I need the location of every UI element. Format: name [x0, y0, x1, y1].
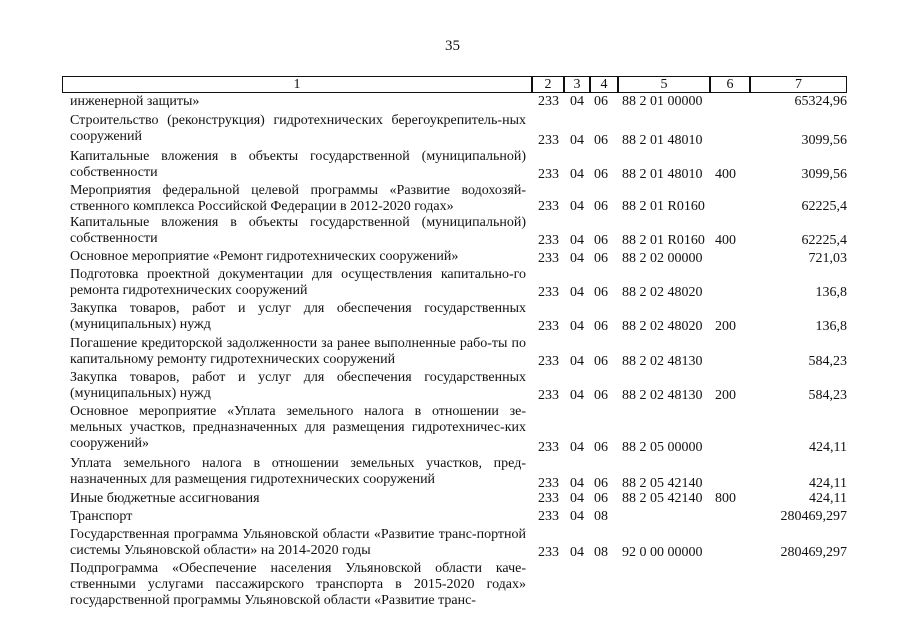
row-values	[0, 388, 905, 404]
cell-c2: 233	[538, 251, 559, 266]
cell-c7: 3099,56	[801, 133, 847, 148]
cell-c5: 92 0 00 00000	[622, 545, 703, 560]
table-row	[0, 527, 905, 561]
row-name: Подпрограмма «Обеспечение населения Ульяновской области каче-ственными услугами пассажирского транспорта в 2015-2020 годах» государственной программы Ульяновской области «Развитие транс-	[70, 561, 526, 608]
cell-c5: 88 2 01 R0160	[622, 233, 705, 248]
row-values	[0, 133, 905, 149]
cell-c6: 400	[715, 167, 736, 182]
row-values	[0, 94, 905, 110]
table-row	[0, 215, 905, 249]
header-col-4: 4	[590, 76, 618, 93]
header-col-6: 6	[710, 76, 750, 93]
cell-c2: 233	[538, 491, 559, 506]
cell-c2: 233	[538, 233, 559, 248]
header-col-1: 1	[62, 76, 532, 93]
cell-c3: 04	[570, 491, 584, 506]
row-values	[0, 354, 905, 370]
cell-c7: 584,23	[808, 388, 847, 403]
cell-c3: 04	[570, 388, 584, 403]
row-name: Уплата земельного налога в отношении земельных участков, пред-назначенных для размещения гидротехнических сооружений	[70, 456, 526, 487]
cell-c3: 04	[570, 94, 584, 109]
row-name: Капитальные вложения в объекты государственной (муниципальной) собственности	[70, 215, 526, 246]
cell-c7: 424,11	[809, 491, 847, 506]
cell-c2: 233	[538, 388, 559, 403]
cell-c5: 88 2 01 48010	[622, 167, 703, 182]
table-row	[0, 301, 905, 335]
cell-c3: 04	[570, 545, 584, 560]
cell-c4: 08	[594, 509, 608, 524]
cell-c7: 584,23	[808, 354, 847, 369]
cell-c3: 04	[570, 133, 584, 148]
row-name: Государственная программа Ульяновской области «Развитие транс-портной системы Ульяновской области» на 2014-2020 годы	[70, 527, 526, 558]
row-name: Строительство (реконструкция) гидротехнических берегоукрепитель-ных сооружений	[70, 113, 526, 144]
cell-c2: 233	[538, 285, 559, 300]
cell-c5: 88 2 02 48130	[622, 354, 703, 369]
cell-c4: 06	[594, 251, 608, 266]
cell-c3: 04	[570, 167, 584, 182]
cell-c7: 3099,56	[801, 167, 847, 182]
cell-c4: 06	[594, 319, 608, 334]
cell-c3: 04	[570, 476, 584, 491]
cell-c4: 06	[594, 491, 608, 506]
cell-c7: 62225,4	[801, 233, 847, 248]
cell-c4: 08	[594, 545, 608, 560]
cell-c2: 233	[538, 199, 559, 214]
cell-c4: 06	[594, 476, 608, 491]
cell-c2: 233	[538, 319, 559, 334]
table-row	[0, 561, 905, 617]
header-col-2: 2	[532, 76, 564, 93]
row-name: Иные бюджетные ассигнования	[70, 491, 260, 506]
cell-c5: 88 2 02 00000	[622, 251, 703, 266]
row-values	[0, 491, 905, 507]
cell-c5: 88 2 01 00000	[622, 94, 703, 109]
cell-c3: 04	[570, 319, 584, 334]
cell-c6: 200	[715, 388, 736, 403]
cell-c3: 04	[570, 251, 584, 266]
table-row	[0, 183, 905, 215]
row-values	[0, 476, 905, 492]
cell-c2: 233	[538, 476, 559, 491]
cell-c2: 233	[538, 509, 559, 524]
cell-c7: 136,8	[815, 319, 847, 334]
table-row	[0, 249, 905, 267]
cell-c7: 280469,297	[780, 545, 847, 560]
cell-c6: 400	[715, 233, 736, 248]
row-values	[0, 440, 905, 456]
cell-c4: 06	[594, 285, 608, 300]
cell-c2: 233	[538, 545, 559, 560]
cell-c5: 88 2 05 42140	[622, 476, 703, 491]
row-name: Мероприятия федеральной целевой программы «Развитие водохозяй-ственного комплекса Российской Федерации в 2012-2020 годах»	[70, 183, 526, 214]
cell-c6: 200	[715, 319, 736, 334]
cell-c3: 04	[570, 354, 584, 369]
table-row	[0, 336, 905, 370]
table-row	[0, 113, 905, 149]
row-name: Закупка товаров, работ и услуг для обеспечения государственных (муниципальных) нужд	[70, 370, 526, 401]
row-name: инженерной защиты»	[70, 94, 200, 109]
row-values	[0, 199, 905, 215]
cell-c3: 04	[570, 199, 584, 214]
row-values	[0, 509, 905, 525]
cell-c4: 06	[594, 440, 608, 455]
row-name: Основное мероприятие «Уплата земельного налога в отношении зе-мельных участков, предназначенных для размещения гидротехничес-ких сооружений»	[70, 404, 526, 451]
row-name: Основное мероприятие «Ремонт гидротехнических сооружений»	[70, 249, 459, 264]
header-col-7: 7	[750, 76, 847, 93]
row-values	[0, 167, 905, 183]
cell-c3: 04	[570, 285, 584, 300]
row-values	[0, 545, 905, 561]
row-values	[0, 233, 905, 249]
cell-c4: 06	[594, 133, 608, 148]
row-name: Подготовка проектной документации для осуществления капитально-го ремонта гидротехнических сооружений	[70, 267, 526, 298]
row-name: Погашение кредиторской задолженности за ранее выполненные рабо-ты по капитальному ремонту гидротехнических сооружений	[70, 336, 526, 367]
table-row	[0, 509, 905, 525]
cell-c4: 06	[594, 167, 608, 182]
table-row	[0, 149, 905, 183]
cell-c5: 88 2 05 42140	[622, 491, 703, 506]
cell-c2: 233	[538, 440, 559, 455]
cell-c3: 04	[570, 509, 584, 524]
cell-c2: 233	[538, 354, 559, 369]
cell-c5: 88 2 02 48020	[622, 319, 703, 334]
cell-c5: 88 2 01 48010	[622, 133, 703, 148]
row-name: Капитальные вложения в объекты государственной (муниципальной) собственности	[70, 149, 526, 180]
table-row	[0, 491, 905, 507]
cell-c7: 280469,297	[780, 509, 847, 524]
cell-c4: 06	[594, 388, 608, 403]
cell-c7: 424,11	[809, 476, 847, 491]
table-row	[0, 404, 905, 456]
row-name: Транспорт	[70, 509, 133, 524]
cell-c2: 233	[538, 94, 559, 109]
row-values	[0, 251, 905, 267]
header-col-5: 5	[618, 76, 710, 93]
cell-c4: 06	[594, 199, 608, 214]
cell-c5: 88 2 01 R0160	[622, 199, 705, 214]
cell-c7: 65324,96	[794, 94, 847, 109]
page-number: 35	[445, 38, 460, 54]
cell-c4: 06	[594, 354, 608, 369]
table-row	[0, 456, 905, 492]
cell-c3: 04	[570, 440, 584, 455]
cell-c4: 06	[594, 94, 608, 109]
row-values	[0, 601, 905, 617]
table-row	[0, 370, 905, 404]
header-col-3: 3	[564, 76, 590, 93]
cell-c7: 721,03	[808, 251, 847, 266]
cell-c2: 233	[538, 167, 559, 182]
cell-c7: 62225,4	[801, 199, 847, 214]
cell-c6: 800	[715, 491, 736, 506]
cell-c5: 88 2 02 48020	[622, 285, 703, 300]
cell-c5: 88 2 05 00000	[622, 440, 703, 455]
row-values	[0, 319, 905, 335]
table-row	[0, 94, 905, 110]
cell-c5: 88 2 02 48130	[622, 388, 703, 403]
cell-c2: 233	[538, 133, 559, 148]
row-name: Закупка товаров, работ и услуг для обеспечения государственных (муниципальных) нужд	[70, 301, 526, 332]
row-values	[0, 285, 905, 301]
cell-c3: 04	[570, 233, 584, 248]
cell-c4: 06	[594, 233, 608, 248]
cell-c7: 424,11	[809, 440, 847, 455]
table-row	[0, 267, 905, 301]
cell-c7: 136,8	[815, 285, 847, 300]
